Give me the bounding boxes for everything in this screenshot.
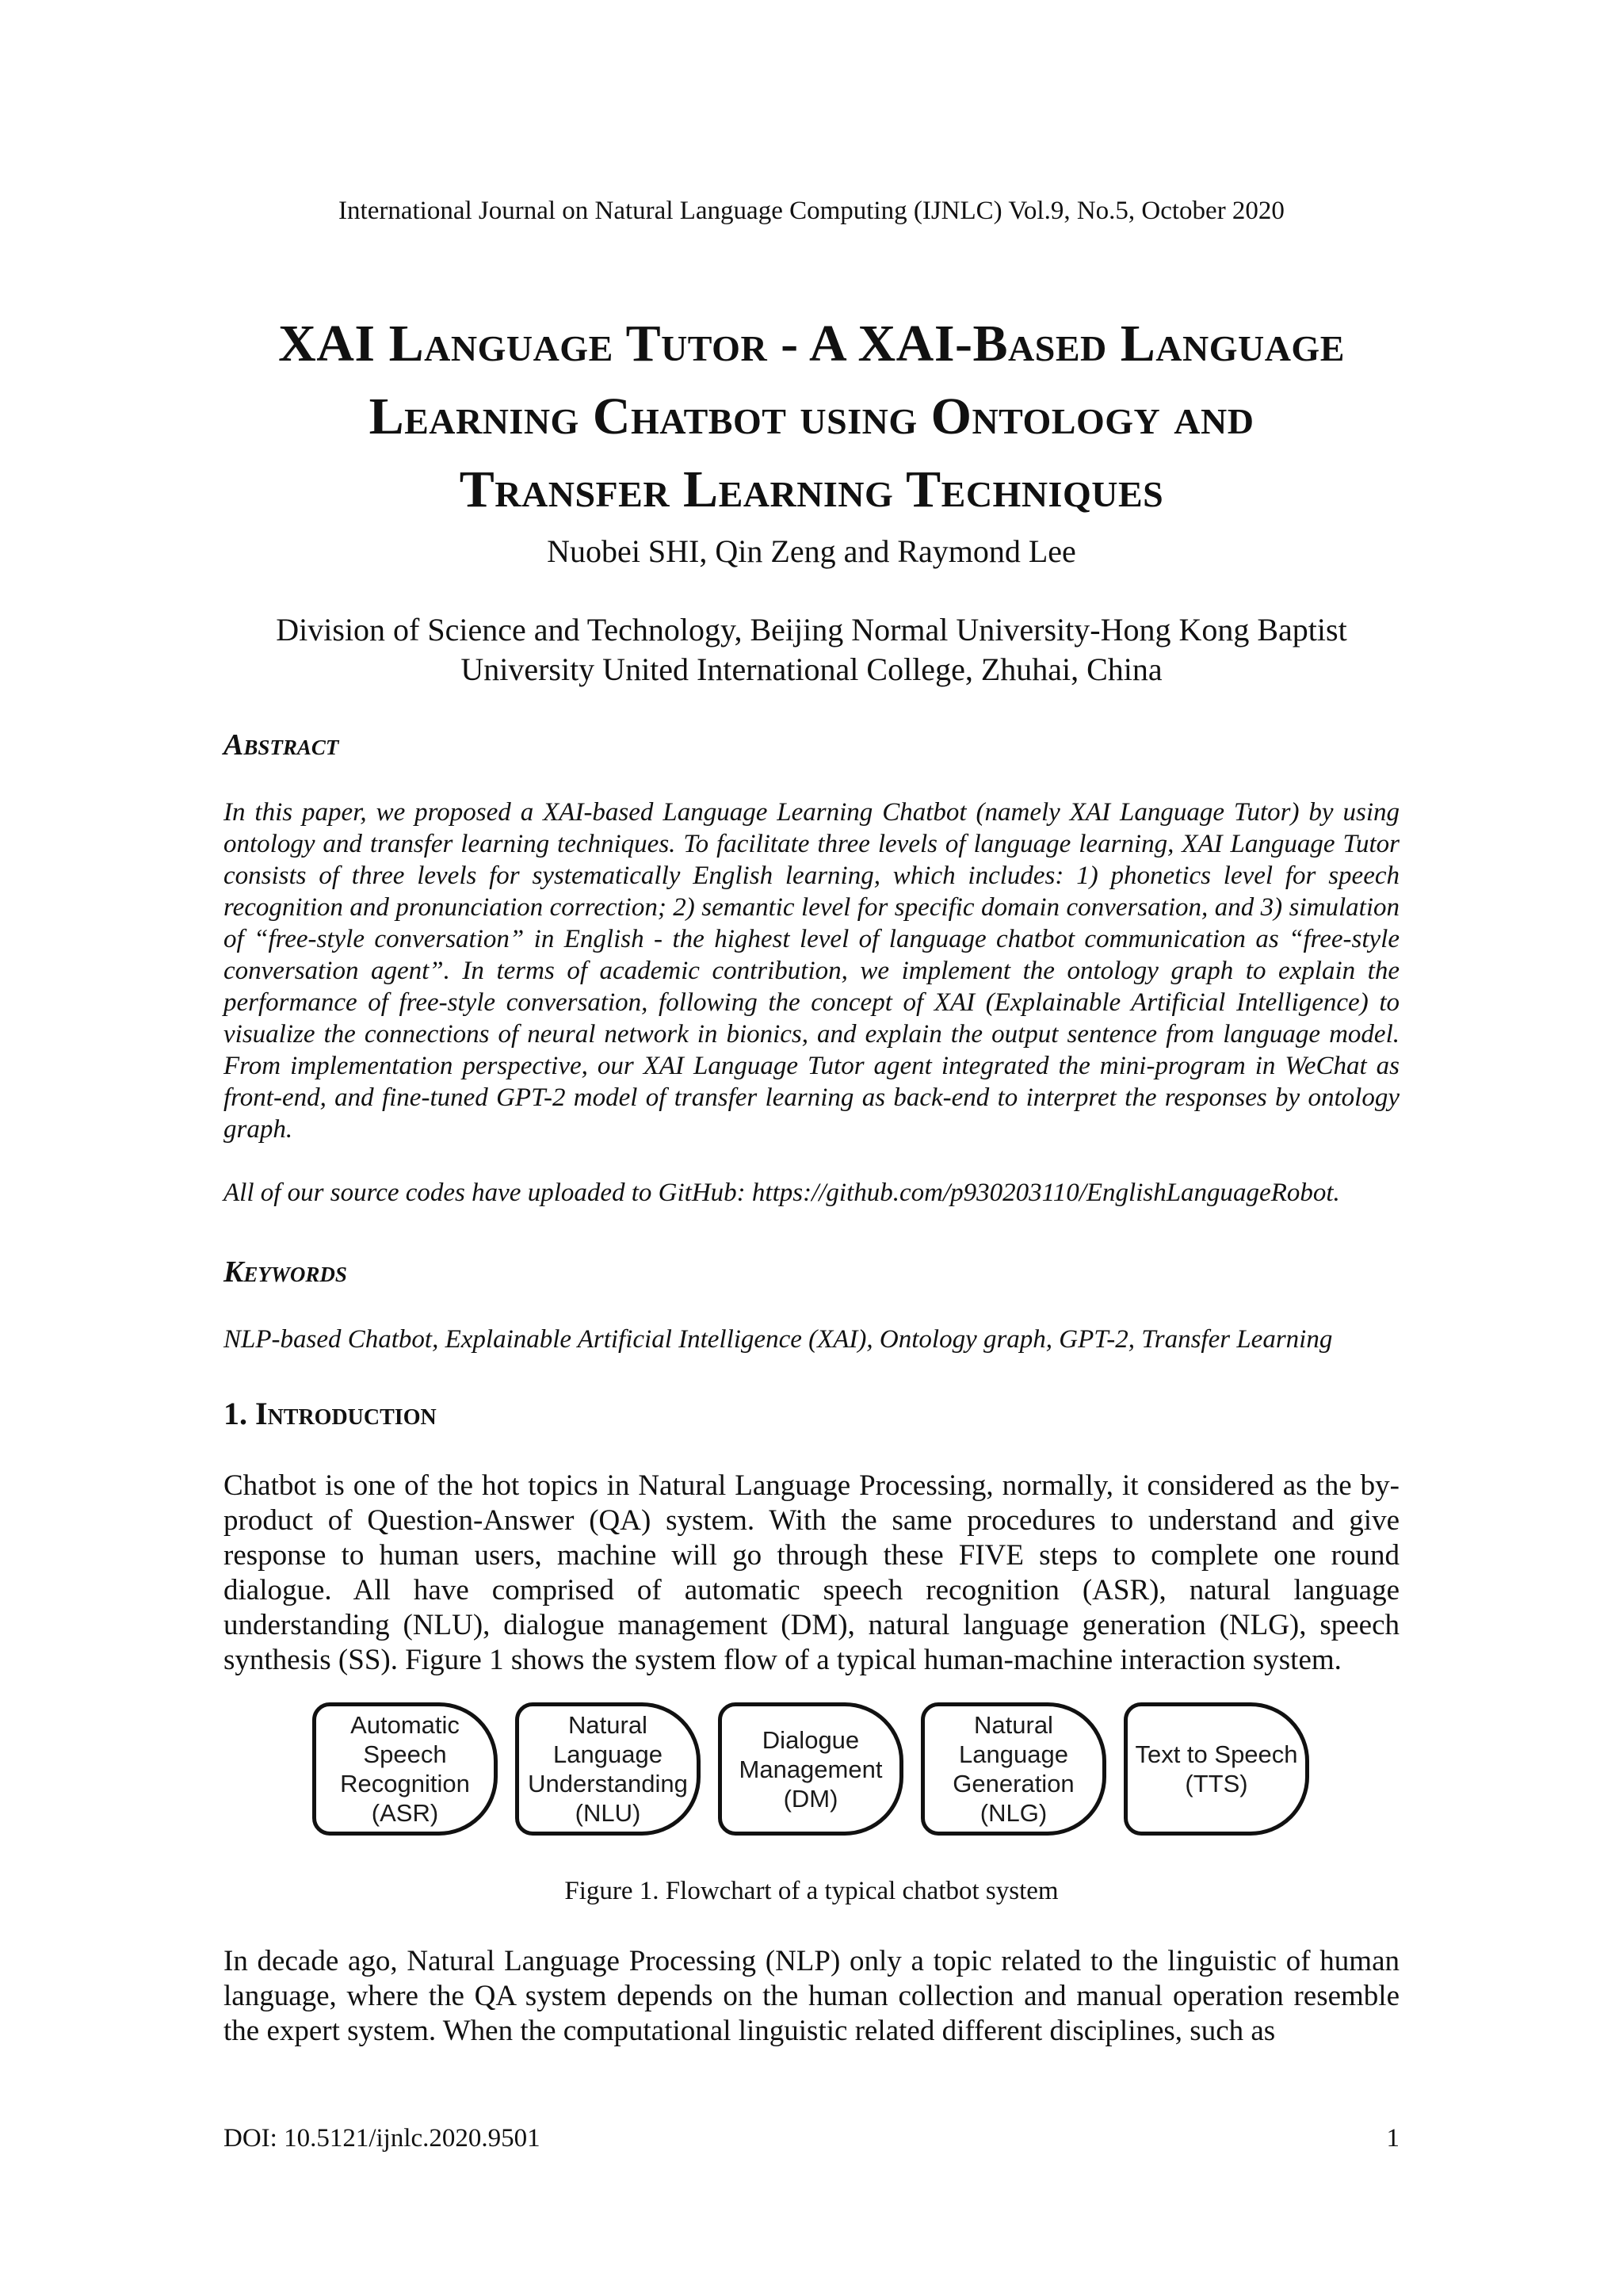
figure-1-flowchart (312, 1702, 1311, 1845)
keywords-text: NLP-based Chatbot, Explainable Artificial Intelligence (XAI), Ontology graph, GPT-2, Transfer Learning (223, 1325, 1333, 1354)
flow-box-tts (1124, 1702, 1309, 1836)
flow-box-label: Natural Language Generation (NLG) (953, 1711, 1075, 1827)
abstract-text: In this paper, we proposed a XAI-based Language Learning Chatbot (namely XAI Language Tutor) by using ontology and transfer learning techniques. To facilitate three levels of language learning, XAI Language Tutor consists of three levels for systematically English learning, which includes: 1) phonetics level for speech recognition and pronunciation correction; 2) semantic level for specific domain conversation, and 3) simulation of “free-style conversation” in English - the highest level of language chatbot communication as “free-style conversation agent”. In terms of academic contribution, we implement the ontology graph to explain the performance of free-style conversation, following the concept of XAI (Explainable Artificial Intelligence) to visualize the connections of neural network in bionics, and explain the output sentence from language model. From implementation perspective, our XAI Language Tutor agent integrated the mini-program in WeChat as front-end, and fine-tuned GPT-2 model of transfer learning as back-end to interpret the responses by ontology graph. (223, 798, 1400, 1144)
title-line: XAI Language Tutor - A XAI-Based Language (278, 315, 1345, 372)
intro-paragraph-2: In decade ago, Natural Language Processing (NLP) only a topic related to the linguistic of human language, where the QA system depends on the human collection and manual operation resemble the expert system. When the computational linguistic related different disciplines, such as (223, 1945, 1400, 2047)
figure-1-caption: Figure 1. Flowchart of a typical chatbot system (564, 1877, 1059, 1905)
flow-box-label: Natural Language Understanding (NLU) (528, 1711, 688, 1827)
keywords-heading: Keywords (223, 1255, 347, 1289)
doi: DOI: 10.5121/ijnlc.2020.9501 (223, 2124, 540, 2153)
title-line: Learning Chatbot using Ontology and (369, 388, 1254, 445)
paper-title (143, 308, 1480, 526)
running-header: International Journal on Natural Language Computing (IJNLC) Vol.9, No.5, October 2020 (338, 197, 1285, 225)
flow-box-label: Dialogue Management (DM) (739, 1725, 883, 1813)
title-line: Transfer Learning Techniques (459, 460, 1164, 518)
section-heading-introduction: 1. Introduction (223, 1396, 437, 1431)
flow-box-label: Text to Speech (TTS) (1135, 1740, 1298, 1797)
flow-box-dm (718, 1702, 903, 1836)
page-number: 1 (1386, 2124, 1400, 2153)
source-note: All of our source codes have uploaded to GitHub: https://github.com/p930203110/EnglishLanguageRobot. (223, 1179, 1340, 1207)
flow-box-nlg (921, 1702, 1106, 1836)
flow-box-nlu (515, 1702, 701, 1836)
intro-paragraph-1: Chatbot is one of the hot topics in Natural Language Processing, normally, it considered as the by-product of Question-Answer (QA) system. With the same procedures to understand and give response to human users, machine will go through these FIVE steps to complete one round dialogue. All have comprised of automatic speech recognition (ASR), natural language understanding (NLU), dialogue management (DM), natural language generation (NLG), speech synthesis (SS). Figure 1 shows the system flow of a typical human-machine interaction system. (223, 1469, 1400, 1676)
authors: Nuobei SHI, Qin Zeng and Raymond Lee (547, 533, 1076, 569)
abstract-heading: Abstract (223, 728, 339, 762)
affiliation-line: Division of Science and Technology, Beijing Normal University-Hong Kong Baptist (276, 612, 1347, 648)
flow-box-label: Automatic Speech Recognition (ASR) (340, 1711, 470, 1827)
affiliation (198, 610, 1425, 690)
affiliation-line: University United International College, Zhuhai, China (460, 651, 1163, 687)
flow-box-asr (312, 1702, 498, 1836)
